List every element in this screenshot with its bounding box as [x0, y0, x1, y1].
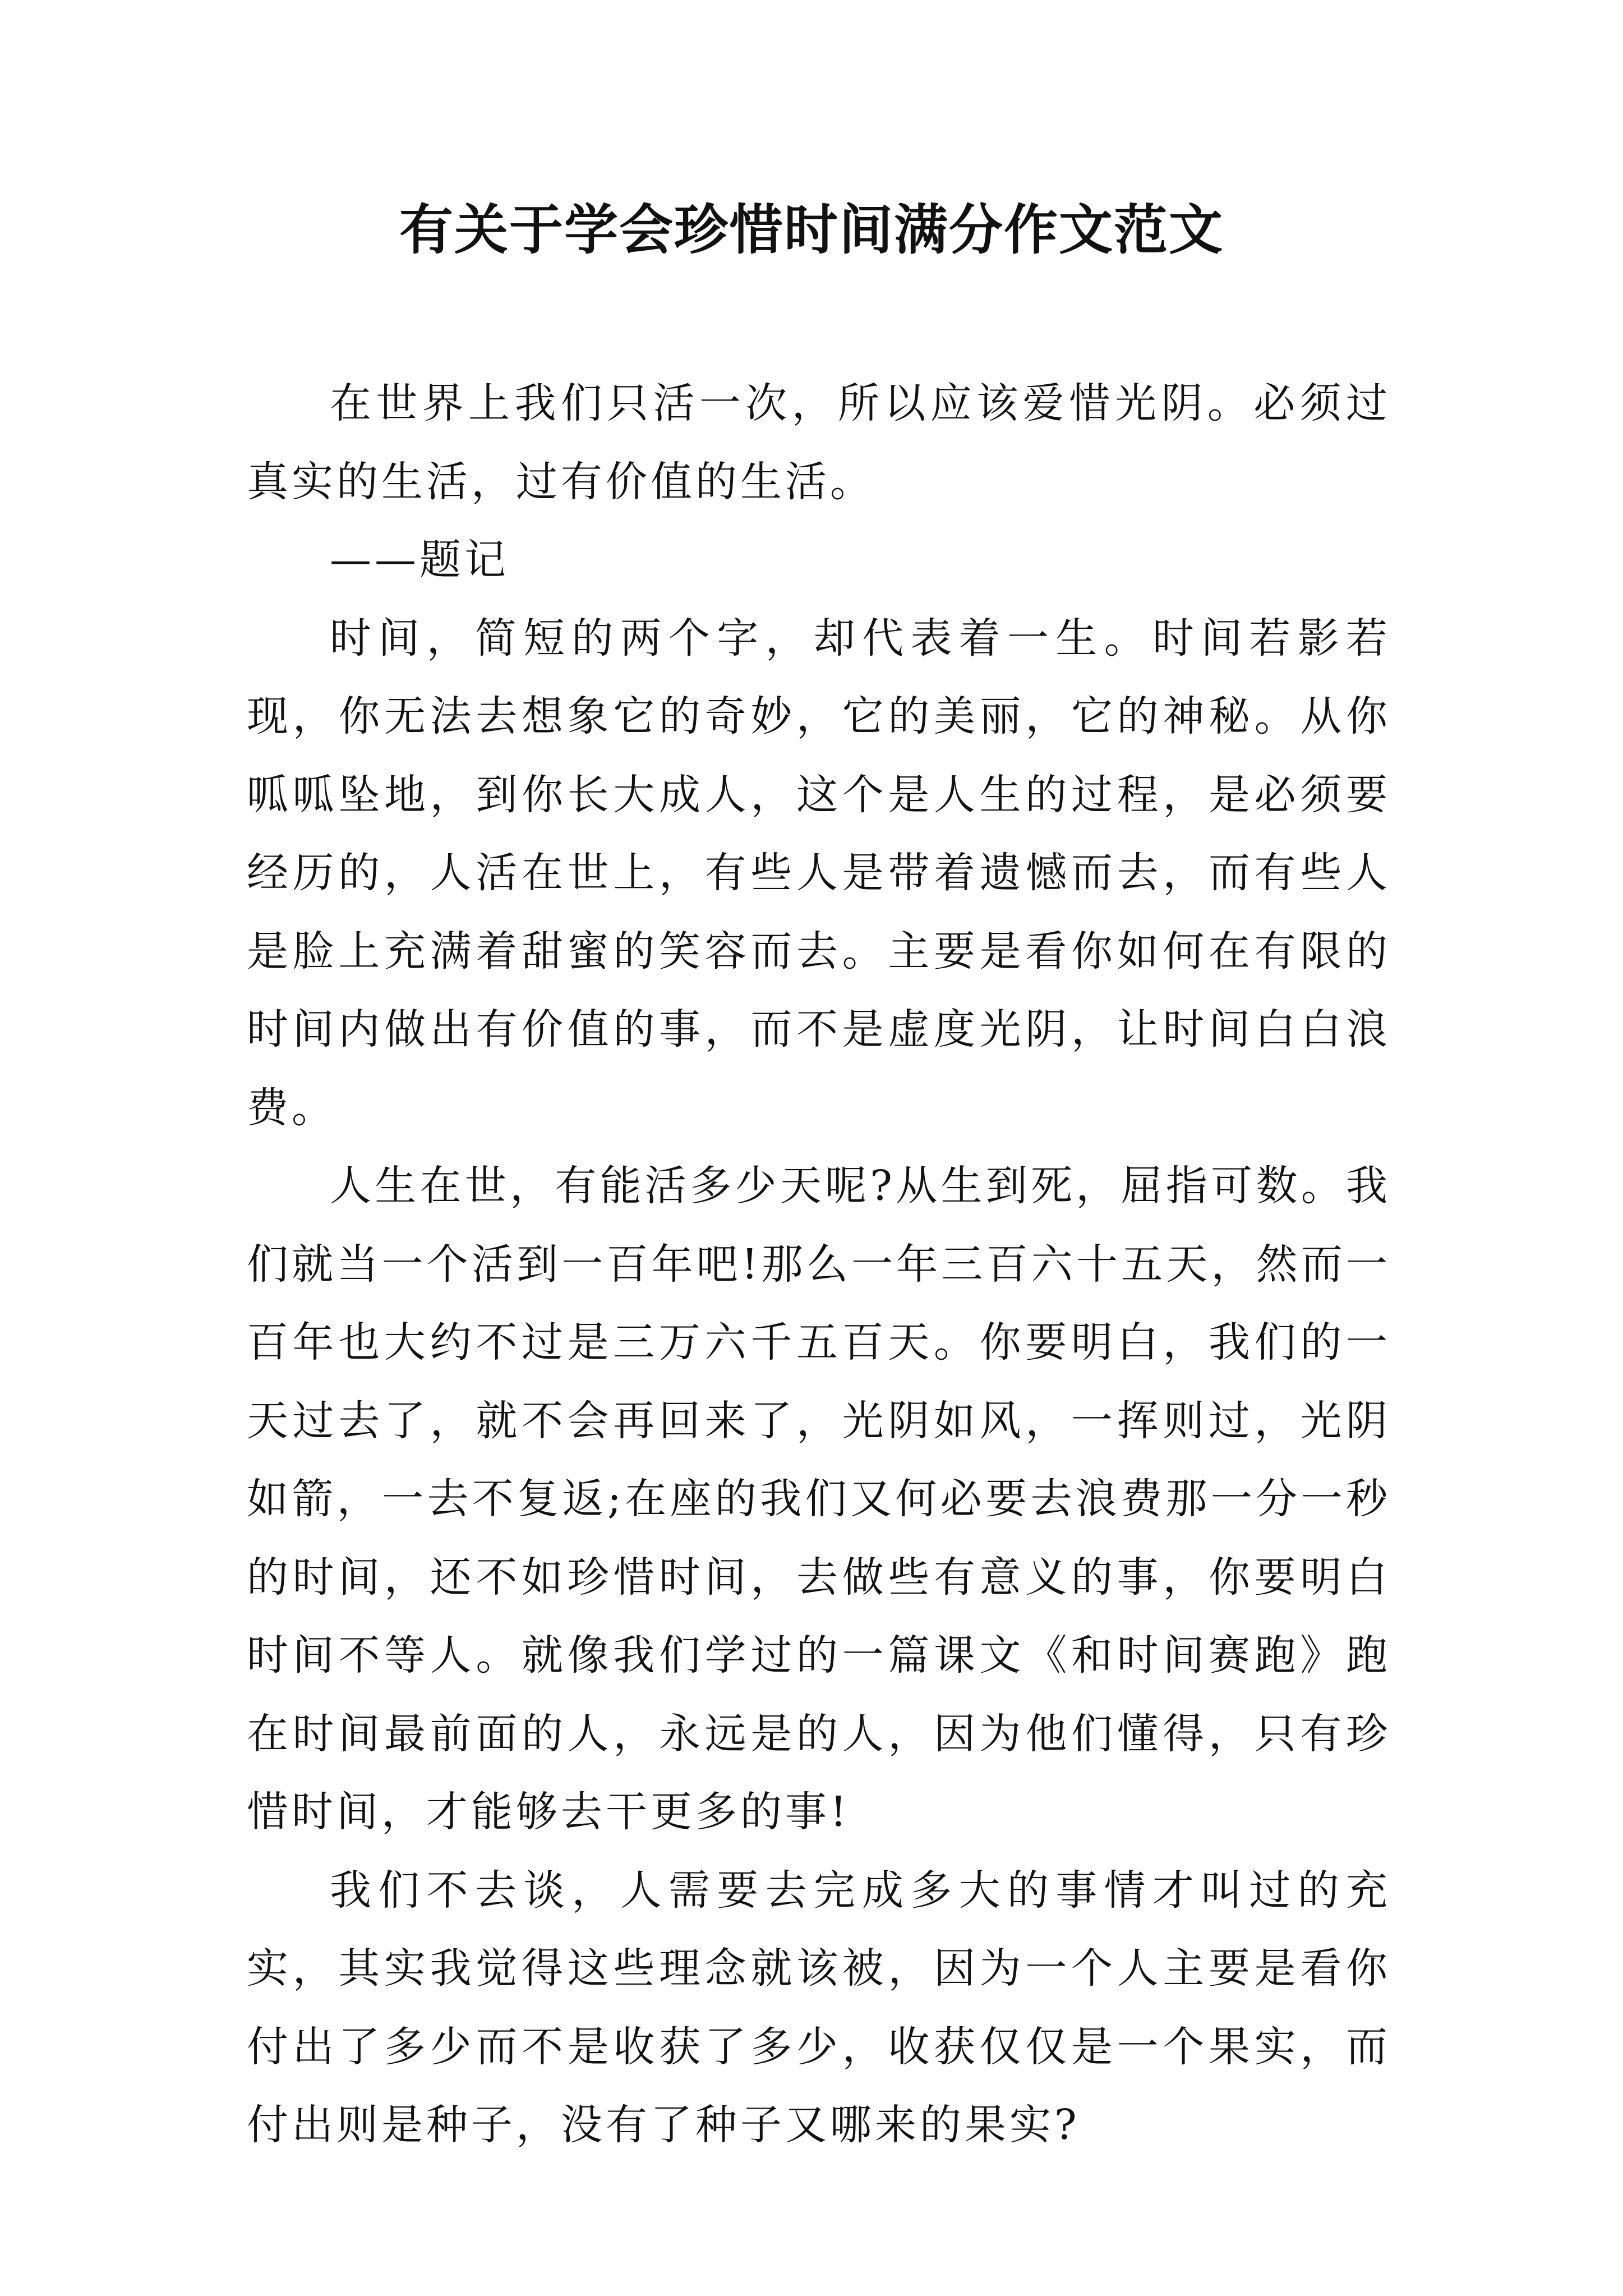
paragraph-epigraph: 在世界上我们只活一次，所以应该爱惜光阴。必须过真实的生活，过有价值的生活。: [247, 379, 1391, 506]
paragraph-epigraph-attribution: ——题记: [330, 536, 509, 584]
paragraph-3: 我们不去谈，人需要去完成多大的事情才叫过的充实，其实我觉得这些理念就该被，因为一个人主要是看你付出了多少而不是收获了多少，收获仅仅是一个果实，而付出则是种子，没有了种子又哪来的果实?: [247, 1866, 1391, 2149]
document-title: 有关于学会珍惜时间满分作文范文: [399, 199, 1224, 261]
paragraph-2: 人生在世，有能活多少天呢?从生到死，屈指可数。我们就当一个活到一百年吧!那么一年三百六十五天，然而一百年也大约不过是三万六千五百天。你要明白，我们的一天过去了，就不会再回来了，光阴如风，一挥则过，光阴如箭，一去不复返;在座的我们又何必要去浪费那一分一秒的时间，还不如珍惜时间，去做些有意义的事，你要明白时间不等人。就像我们学过的一篇课文《和时间赛跑》跑在时间最前面的人，永远是的人，因为他们懂得，只有珍惜时间，才能够去干更多的事!: [247, 1162, 1391, 1836]
paragraph-1: 时间，简短的两个字，却代表着一生。时间若影若现，你无法去想象它的奇妙，它的美丽，它的神秘。从你呱呱坠地，到你长大成人，这个是人生的过程，是必须要经历的，人活在世上，有些人是带着遗憾而去，而有些人是脸上充满着甜蜜的笑容而去。主要是看你如何在有限的时间内做出有价值的事，而不是虚度光阴，让时间白白浪费。: [247, 614, 1391, 1132]
document-body: [247, 365, 1391, 2165]
